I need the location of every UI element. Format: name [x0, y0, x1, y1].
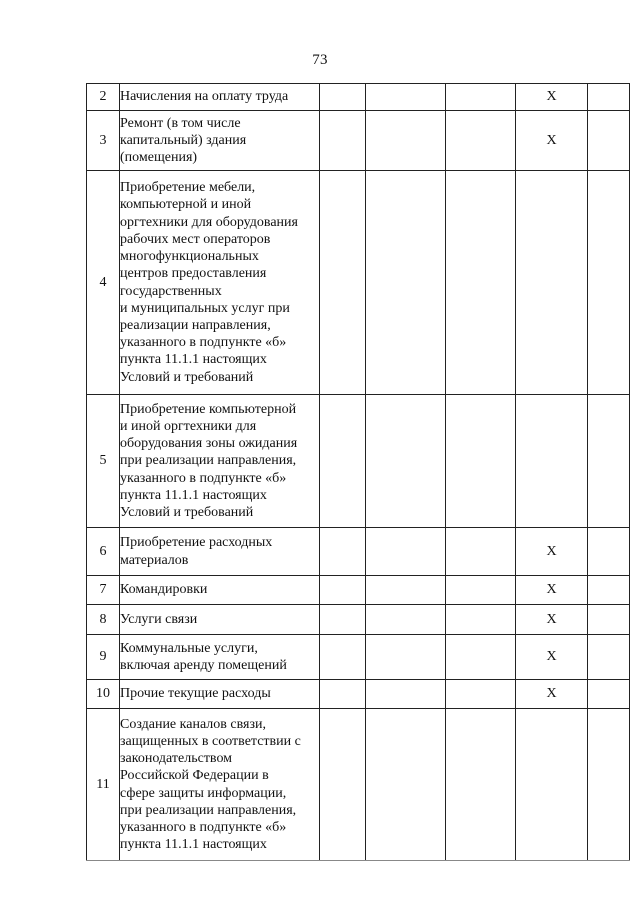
table-cell: X	[516, 635, 588, 680]
expense-item-name-line: государственных	[120, 283, 222, 299]
table-row	[87, 395, 630, 528]
expense-item-name-line: указанного в подпункте «б»	[120, 819, 287, 835]
expense-item-name-line: включая аренду помещений	[120, 658, 287, 673]
table-cell: X	[516, 680, 588, 709]
expense-item-name-line: при реализации направления,	[120, 802, 297, 818]
table-cell	[446, 680, 516, 709]
expense-item-name-line: (помещения)	[120, 150, 198, 166]
table-cell: X	[516, 111, 588, 171]
table-cell	[366, 709, 446, 861]
expense-item-name-line: материалов	[120, 552, 189, 568]
expense-item-name-line: Приобретение расходных	[120, 535, 273, 551]
table-row	[87, 171, 630, 395]
row-number: 3	[87, 111, 120, 171]
table-row	[87, 605, 630, 635]
expense-item-name	[120, 395, 320, 528]
expense-item-name-line: Приобретение мебели,	[120, 180, 256, 196]
expense-item-name-line: Прочие текущие расходы	[120, 686, 271, 702]
table-row	[87, 528, 630, 576]
table-cell: X	[516, 605, 588, 635]
table-cell	[588, 171, 630, 395]
table-cell	[366, 111, 446, 171]
table-cell	[446, 395, 516, 528]
expense-item-name-line: оргтехники для оборудования	[120, 214, 298, 230]
expense-item-name-line: Условий и требований	[120, 505, 254, 520]
row-number: 5	[87, 395, 120, 528]
table-cell	[366, 680, 446, 709]
table-row	[87, 111, 630, 171]
expense-item-name-line: Условий и требований	[120, 369, 254, 385]
table-cell	[366, 576, 446, 605]
table-cell: X	[516, 528, 588, 576]
table-cell	[320, 171, 366, 395]
expense-item-name-line: защищенных в соответствии с	[120, 733, 301, 749]
row-number: 10	[87, 680, 120, 709]
expense-item-name-line: центров предоставления	[120, 266, 267, 282]
expense-item-name-line: Приобретение компьютерной	[120, 401, 297, 417]
table-cell: X	[516, 84, 588, 111]
expense-item-name-line: и муниципальных услуг при	[120, 300, 290, 316]
expense-item-name-line: оборудования зоны ожидания	[120, 436, 298, 452]
table-cell	[320, 635, 366, 680]
table-cell	[320, 84, 366, 111]
expense-item-name-line: пункта 11.1.1 настоящих	[120, 837, 267, 853]
table-cell	[366, 171, 446, 395]
table-cell	[320, 528, 366, 576]
expense-item-name	[120, 709, 320, 861]
table-cell	[588, 605, 630, 635]
table-cell	[320, 111, 366, 171]
row-number: 9	[87, 635, 120, 680]
row-number: 2	[87, 84, 120, 111]
expense-item-name-line: многофункциональных	[120, 249, 259, 265]
table-cell	[446, 605, 516, 635]
expense-item-name-line: указанного в подпункте «б»	[120, 335, 287, 351]
table-cell	[588, 709, 630, 861]
table-cell	[588, 111, 630, 171]
expense-item-name-line: и иной оргтехники для	[120, 418, 257, 434]
row-number: 7	[87, 576, 120, 605]
table-cell	[516, 395, 588, 528]
table-cell	[588, 635, 630, 680]
table-row	[87, 635, 630, 680]
expense-item-name-line: Создание каналов связи,	[120, 716, 266, 732]
row-number: 8	[87, 605, 120, 635]
table-cell	[588, 528, 630, 576]
expense-item-name	[120, 528, 320, 576]
expense-table	[86, 83, 630, 861]
table-cell	[320, 395, 366, 528]
table-cell	[320, 680, 366, 709]
expense-item-name-line: Ремонт (в том числе	[120, 115, 241, 131]
row-number: 11	[87, 709, 120, 861]
table-cell	[366, 84, 446, 111]
expense-item-name-line: Начисления на оплату труда	[120, 89, 289, 105]
table-cell	[320, 605, 366, 635]
expense-item-name-line: компьютерной и иной	[120, 197, 252, 213]
expense-item-name-line: Услуги связи	[120, 611, 198, 627]
expense-item-name-line: пункта 11.1.1 настоящих	[120, 487, 267, 503]
table-row	[87, 709, 630, 861]
table-cell	[446, 635, 516, 680]
expense-item-name	[120, 111, 320, 171]
table-cell	[320, 576, 366, 605]
expense-item-name-line: Коммунальные услуги,	[120, 640, 258, 656]
table-row	[87, 84, 630, 111]
table-cell	[446, 111, 516, 171]
expense-item-name-line: реализации направления,	[120, 317, 271, 333]
expense-item-name-line: при реализации направления,	[120, 453, 297, 469]
table-cell	[588, 84, 630, 111]
table-row	[87, 680, 630, 709]
expense-item-name	[120, 635, 320, 680]
expense-item-name-line: сфере защиты информации,	[120, 785, 287, 801]
expense-item-name-line: рабочих мест операторов	[120, 231, 271, 247]
row-number: 6	[87, 528, 120, 576]
table-cell	[446, 528, 516, 576]
table-cell	[366, 528, 446, 576]
table-cell	[588, 576, 630, 605]
expense-item-name	[120, 576, 320, 605]
table-cell	[366, 635, 446, 680]
expense-item-name	[120, 84, 320, 111]
expense-item-name-line: законодательством	[120, 751, 233, 767]
table-cell	[446, 709, 516, 861]
expense-item-name-line: Командировки	[120, 582, 208, 598]
table-cell	[366, 395, 446, 528]
table-cell	[366, 605, 446, 635]
table-cell	[516, 709, 588, 861]
table-cell	[446, 171, 516, 395]
expense-item-name-line: капитальный) здания	[120, 132, 247, 148]
table-cell	[446, 84, 516, 111]
expense-item-name	[120, 605, 320, 635]
expense-item-name	[120, 171, 320, 395]
expense-item-name-line: пункта 11.1.1 настоящих	[120, 352, 267, 368]
table-cell	[588, 680, 630, 709]
table-cell	[320, 709, 366, 861]
table-cell	[516, 171, 588, 395]
table-cell	[588, 395, 630, 528]
expense-table-body	[87, 84, 630, 861]
table-cell: X	[516, 576, 588, 605]
expense-item-name-line: указанного в подпункте «б»	[120, 470, 287, 486]
expense-item-name-line: Российской Федерации в	[120, 768, 269, 784]
row-number: 4	[87, 171, 120, 395]
page-number: 73	[312, 52, 328, 68]
table-row	[87, 576, 630, 605]
expense-item-name	[120, 680, 320, 709]
table-cell	[446, 576, 516, 605]
